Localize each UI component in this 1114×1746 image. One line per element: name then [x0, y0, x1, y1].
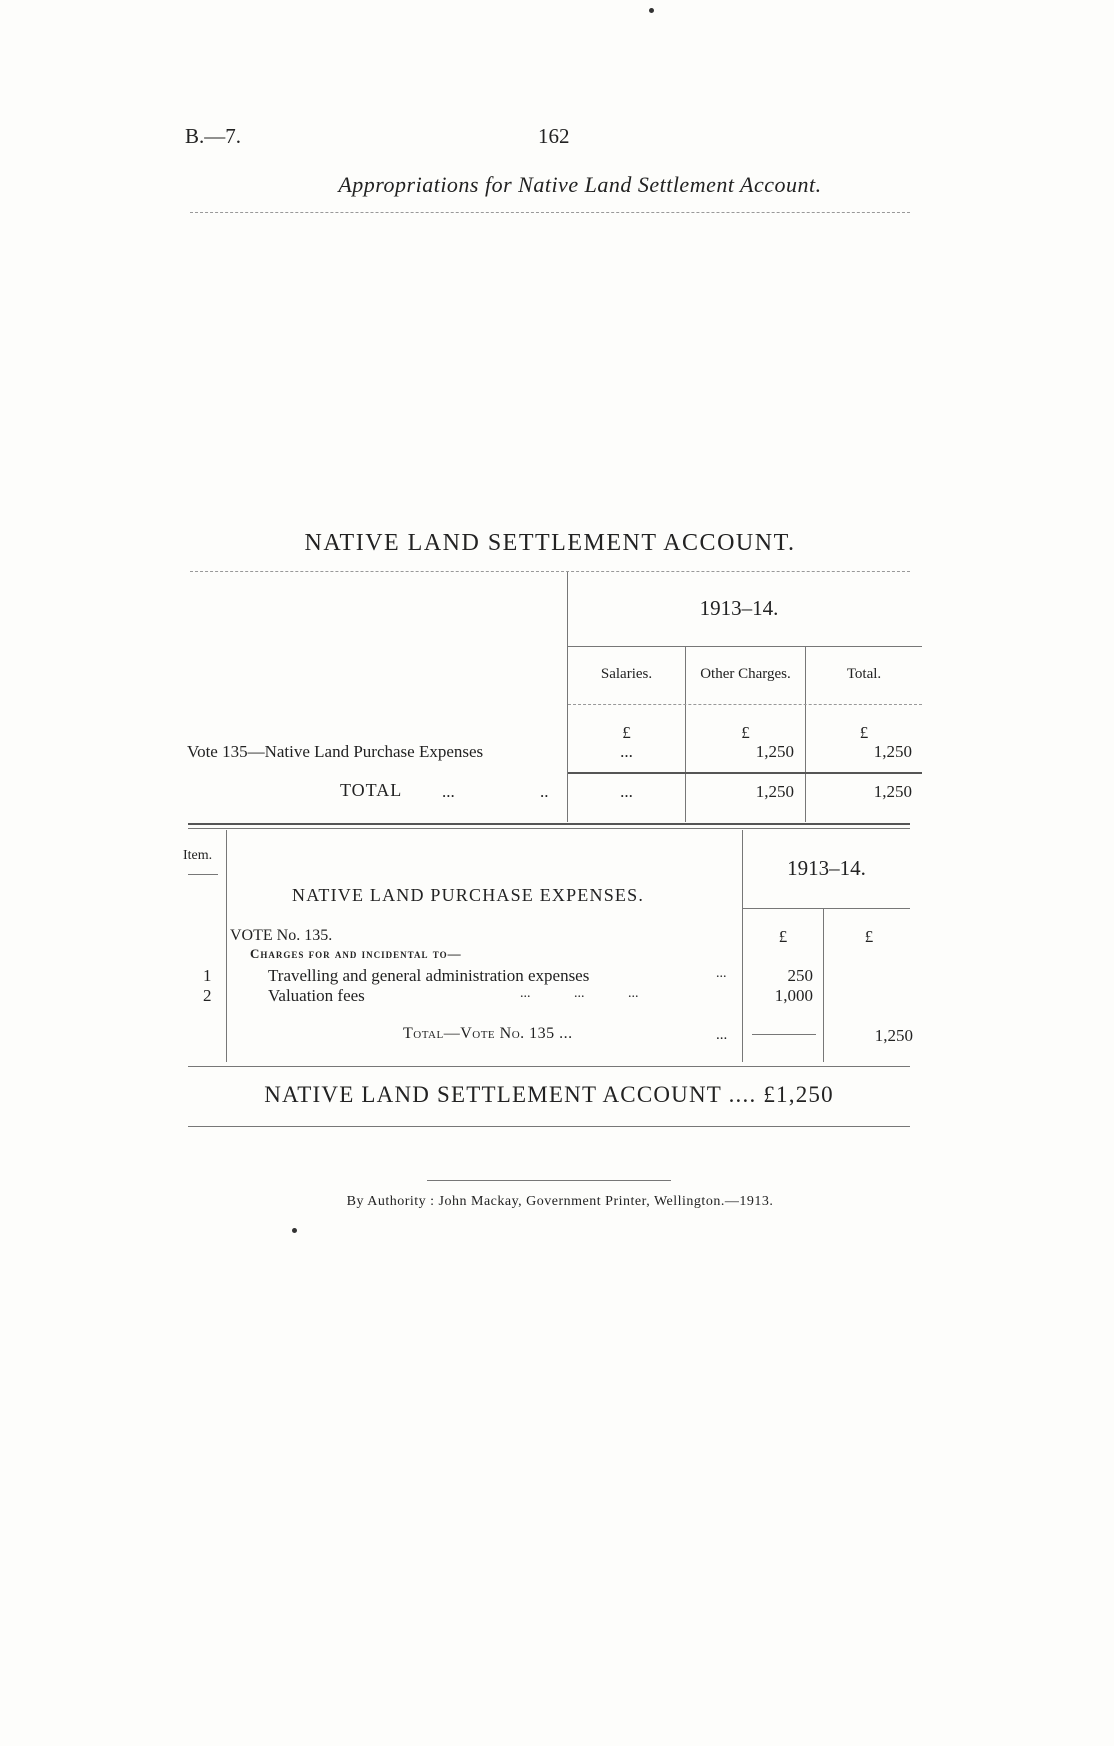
- currency-other: £: [741, 723, 750, 742]
- summary-bottom-rule-2: [188, 828, 910, 829]
- vote-row-total: 1,250: [873, 742, 912, 761]
- item-amount: 1,000: [774, 986, 813, 1005]
- document-reference: B.—7.: [185, 124, 242, 148]
- summary-total-other-charges: 1,250: [755, 782, 794, 801]
- detail-total-dash: [752, 1034, 816, 1035]
- printer-imprint: By Authority : John Mackay, Government Printer, Wellington.—1913.: [346, 1194, 774, 1209]
- subtitle-rule: [190, 212, 910, 213]
- item-label: Valuation fees: [268, 986, 365, 1005]
- speck-mark: [292, 1228, 297, 1233]
- detail-year: 1913–14.: [787, 856, 866, 880]
- speck-mark: [649, 8, 654, 13]
- detail-total-label: Total—Vote No. 135 ...: [403, 1025, 573, 1042]
- vote-heading: VOTE No. 135.: [230, 927, 333, 944]
- summary-year-rule: [568, 646, 922, 647]
- detail-item-divider: [226, 830, 227, 1062]
- item-column-header: Item.: [183, 848, 213, 863]
- page-subtitle: Appropriations for Native Land Settlement Account.: [338, 172, 822, 197]
- detail-bottom-rule: [188, 1066, 910, 1067]
- summary-top-rule: [190, 571, 910, 572]
- item-label: Travelling and general administration expenses: [268, 966, 590, 985]
- charges-heading: Charges for and incidental to—: [250, 946, 462, 961]
- item-amount: 250: [787, 966, 813, 985]
- currency-total: £: [859, 723, 869, 742]
- detail-currency-1: £: [778, 927, 788, 946]
- item-dots: ...: [716, 966, 727, 981]
- detail-year-rule: [743, 908, 910, 909]
- item-dots: ... ... ...: [520, 986, 639, 1001]
- detail-title: NATIVE LAND PURCHASE EXPENSES.: [292, 885, 645, 905]
- summary-subtotal-rule: [568, 772, 922, 774]
- footer-rule: [427, 1180, 671, 1181]
- summary-title: NATIVE LAND SETTLEMENT ACCOUNT.: [304, 530, 796, 556]
- col-header-salaries: Salaries.: [600, 666, 653, 682]
- detail-currency-2: £: [864, 927, 874, 946]
- vote-row-other-charges: 1,250: [755, 742, 794, 761]
- grand-total: NATIVE LAND SETTLEMENT ACCOUNT .... £1,250: [264, 1082, 834, 1107]
- summary-total-dots-2: ..: [540, 782, 549, 801]
- summary-total-salaries: ...: [620, 782, 633, 801]
- item-header-rule: [188, 874, 218, 875]
- detail-total-dots: ...: [716, 1027, 728, 1043]
- currency-salaries: £: [622, 723, 631, 742]
- grand-total-rule: [188, 1126, 910, 1127]
- page-number: 162: [538, 124, 570, 148]
- summary-year: 1913–14.: [699, 596, 779, 620]
- detail-total-amount: 1,250: [874, 1026, 913, 1045]
- col-header-other-charges: Other Charges.: [700, 666, 791, 682]
- summary-total-total: 1,250: [873, 782, 912, 801]
- col-header-total: Total.: [846, 666, 882, 682]
- vote-row-salaries: ...: [620, 742, 633, 761]
- summary-total-dots-1: ...: [442, 782, 455, 801]
- item-number: 1: [203, 966, 212, 985]
- summary-header-rule: [568, 704, 922, 705]
- item-number: 2: [203, 986, 212, 1005]
- summary-bottom-rule: [188, 823, 910, 825]
- summary-total-label: TOTAL: [340, 780, 403, 800]
- vote-row-label: Vote 135—Native Land Purchase Expenses: [187, 742, 484, 761]
